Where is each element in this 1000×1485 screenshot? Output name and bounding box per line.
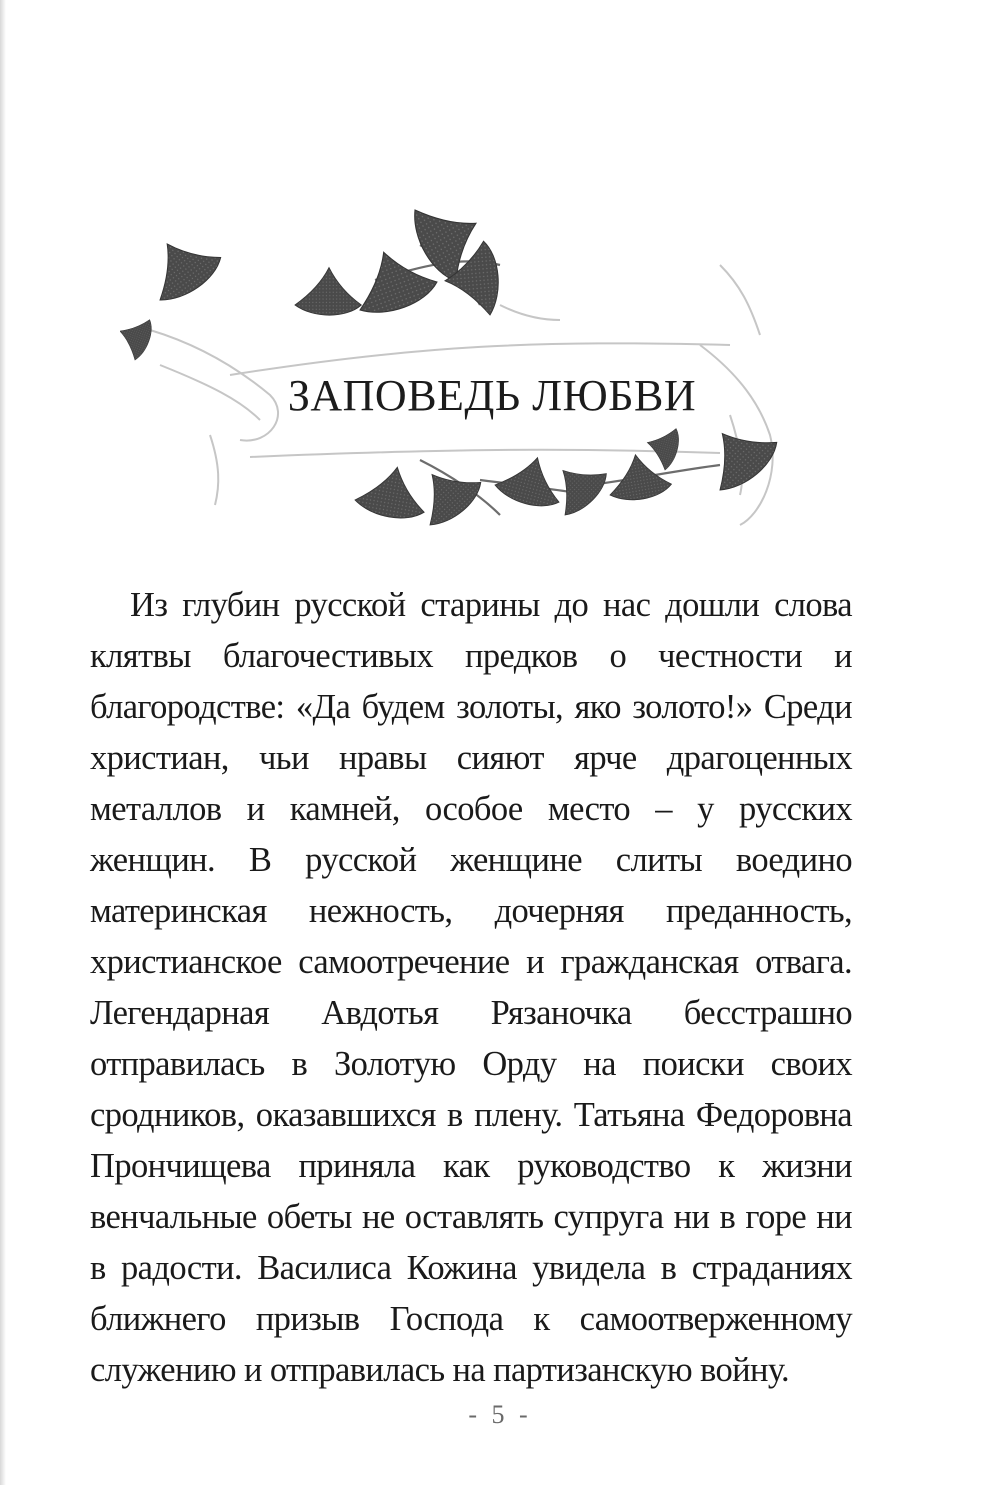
upper-leaves	[120, 195, 501, 362]
page-number: - 5 -	[468, 1400, 532, 1429]
chapter-title: ЗАПОВЕДЬ ЛЮБВИ	[287, 370, 697, 420]
body-text	[90, 580, 852, 1396]
chapter-title-plate	[262, 340, 722, 450]
scan-edge-shadow	[0, 0, 6, 1485]
body-paragraph: Из глубин русской старины до нас дошли слова клятвы благочестивых предков о честности и благородстве: «Да будем золоты, яко золото!» Среди христиан, чьи нравы сияют ярче драгоценных металлов и камней, особое место – у русских женщин. В русской женщине слиты воедино материнская нежность, дочерняя преданность, христианское самоотречение и гражданская отвага. Легендарная Авдотья Рязаночка бесстрашно отправилась в Золотую Орду на поиски своих сродников, оказавшихся в плену. Татьяна Федоровна Прончищева приняла как руководство к жизни венчальные обеты не оставлять супруга ни в горе ни в радости. Василиса Кожина увидела в страданиях ближнего призыв Господа к самоотверженному служению и отправилась на партизанскую войну.	[90, 586, 852, 1389]
